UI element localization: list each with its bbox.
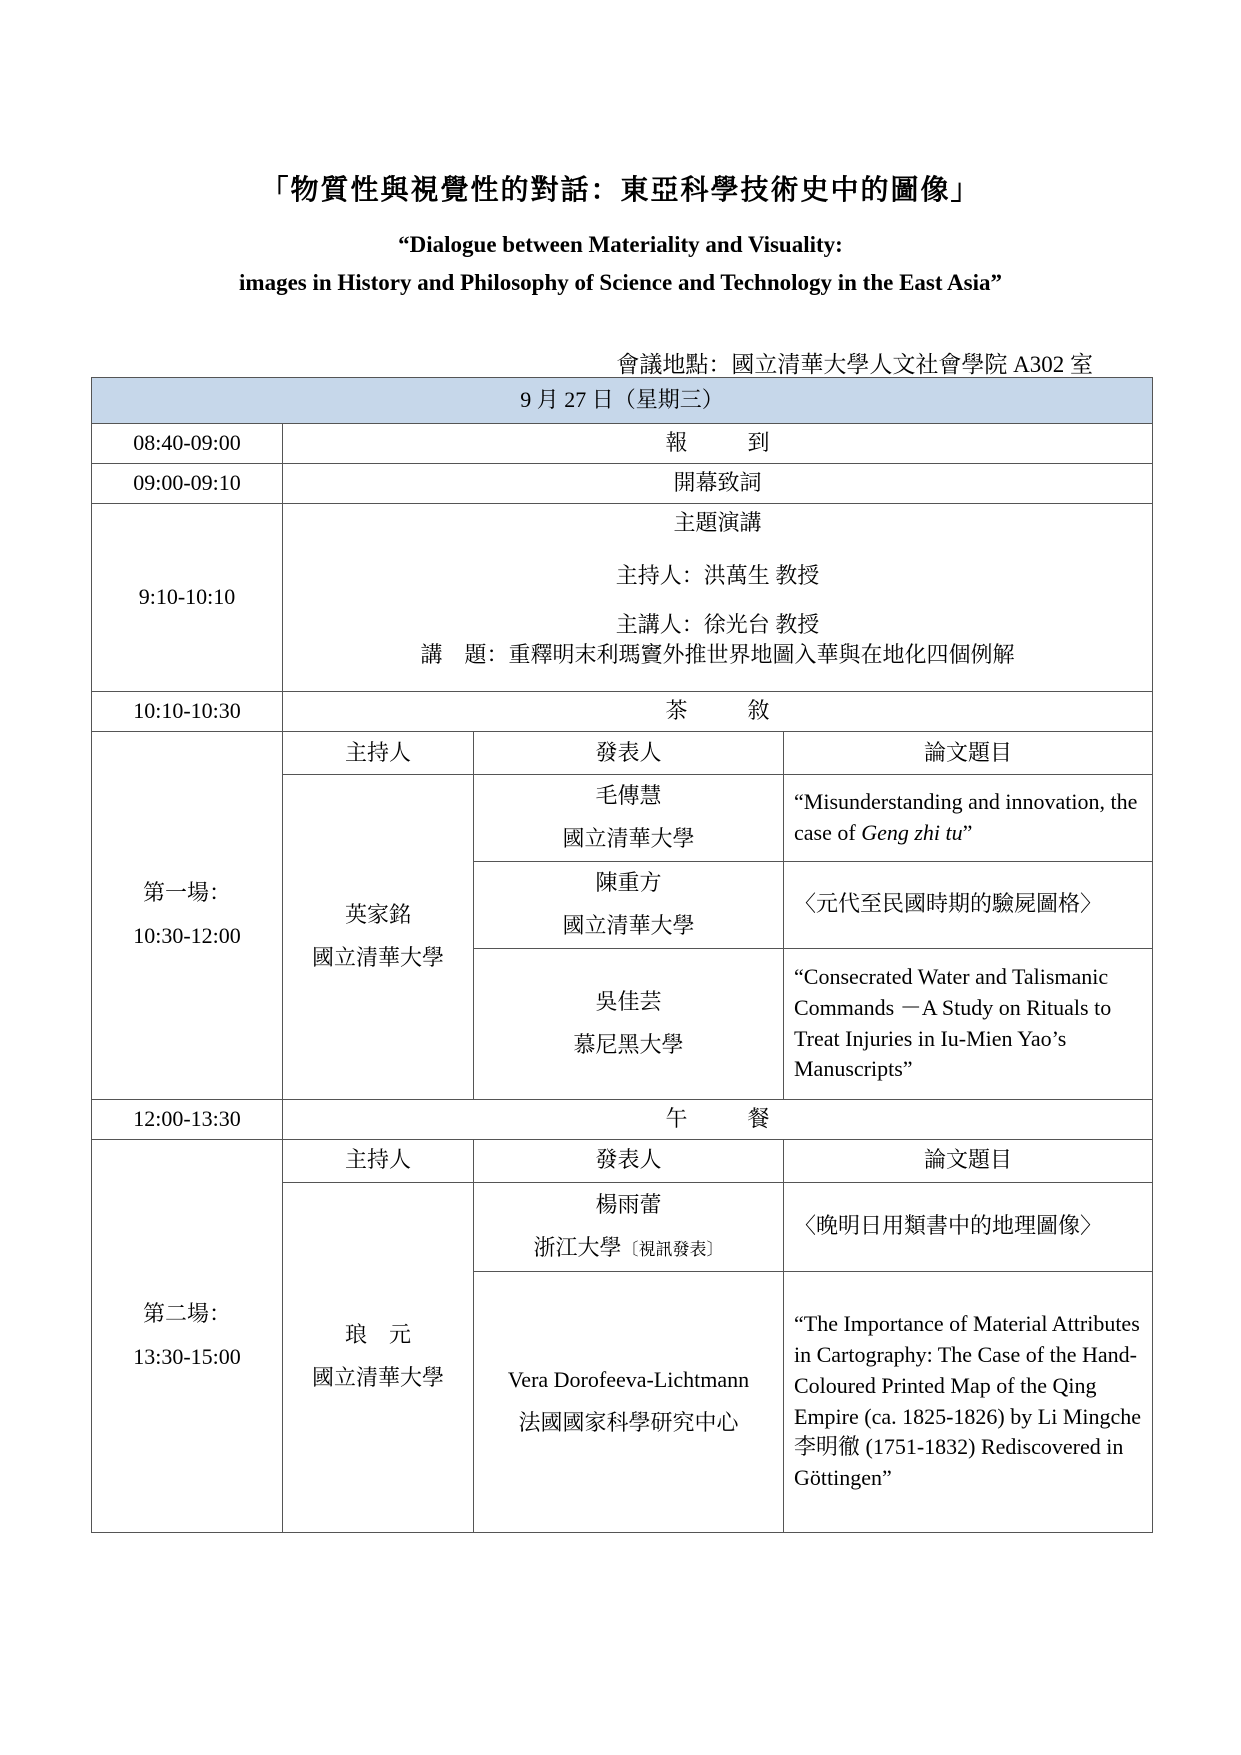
- conference-title-en-line1: “Dialogue between Materiality and Visuality:: [398, 232, 843, 257]
- session1-header-row: [92, 732, 1153, 775]
- session2-paper-header: 論文題目: [784, 1139, 1153, 1182]
- session2-presenter-header: 發表人: [474, 1139, 784, 1182]
- session2-label: [92, 1139, 283, 1532]
- session2-presenter-1: [474, 1182, 784, 1271]
- paper-title-italic: Geng zhi tu: [861, 819, 963, 845]
- tea-row: [92, 692, 1153, 732]
- tea-time: 10:10-10:30: [92, 692, 283, 732]
- lunch-row: [92, 1099, 1153, 1139]
- session2-host: [283, 1182, 474, 1532]
- session1-paper-3-title: “Consecrated Water and Talismanic Commands －A Study on Rituals to Treat Injuries in Iu-Mien Yao’s Manuscripts”: [784, 948, 1153, 1099]
- session2-header-row: [92, 1139, 1153, 1182]
- session1-paper-1-title: [784, 775, 1153, 862]
- schedule-table: [91, 377, 1153, 1533]
- paper-title-part: “Misunderstanding and innovation, the case of: [794, 789, 1138, 845]
- session2-host-header: 主持人: [283, 1139, 474, 1182]
- session2-paper-1-title: 〈晚明日用類書中的地理圖像〉: [784, 1182, 1153, 1271]
- lunch-label: 午餐: [283, 1099, 1153, 1139]
- day-label: 9 月 27 日（星期三）: [92, 378, 1153, 424]
- session1-name: 第一場：: [142, 880, 231, 906]
- conference-title-zh: 「物質性與視覺性的對話：東亞科學技術史中的圖像」: [260, 175, 981, 206]
- presenter-affil: 國立清華大學: [562, 825, 695, 851]
- keynote-label: 主題演講: [673, 510, 762, 535]
- keynote-row: [92, 504, 1153, 692]
- presenter-name: 吳佳芸: [595, 988, 662, 1014]
- session1-host-name: 英家銘: [344, 901, 411, 927]
- lunch-time: 12:00-13:30: [92, 1099, 283, 1139]
- presenter-note: 〔視訊發表〕: [621, 1239, 724, 1259]
- registration-label: 報到: [283, 424, 1153, 464]
- conference-title-en-line2: images in History and Philosophy of Science and Technology in the East Asia”: [239, 270, 1002, 295]
- keynote-speaker: 主講人：徐光台 教授: [615, 611, 820, 637]
- opening-row: [92, 464, 1153, 504]
- day-header-row: [92, 378, 1153, 424]
- session2-name: 第二場：: [142, 1300, 231, 1326]
- tea-label: 茶敘: [283, 692, 1153, 732]
- session2-paper-2-title: “The Importance of Material Attributes in Cartography: The Case of the Hand-Coloured Printed Map of the Qing Empire (ca. 1825-1826) by Li Mingche 李明徹 (1751-1832) Rediscovered in Göttingen”: [784, 1271, 1153, 1532]
- session1-presenter-3: [474, 948, 784, 1099]
- presenter-affil: 浙江大學: [533, 1234, 622, 1260]
- session1-paper-2-title: 〈元代至民國時期的驗屍圖格〉: [784, 861, 1153, 948]
- paper-title-part: ”: [962, 819, 973, 845]
- keynote-topic: 講 題：重釋明末利瑪竇外推世界地圖入華與在地化四個例解: [420, 642, 1015, 668]
- keynote-host: 主持人：洪萬生 教授: [615, 562, 820, 588]
- presenter-affil: 慕尼黑大學: [573, 1031, 684, 1057]
- session2-time: 13:30-15:00: [133, 1343, 241, 1369]
- session1-presenter-header: 發表人: [474, 732, 784, 775]
- session1-host: [283, 775, 474, 1100]
- opening-time: 09:00-09:10: [92, 464, 283, 504]
- registration-time: 08:40-09:00: [92, 424, 283, 464]
- keynote-time: 9:10-10:10: [92, 504, 283, 692]
- session2-presenter-2: [474, 1271, 784, 1532]
- venue-line: 會議地點：國立清華大學人文社會學院 A302 室: [616, 352, 1093, 377]
- session2-host-name: 琅 元: [344, 1322, 411, 1348]
- session1-paper-header: 論文題目: [784, 732, 1153, 775]
- presenter-name: 陳重方: [595, 869, 662, 895]
- presenter-affil: 國立清華大學: [562, 912, 695, 938]
- session1-presenter-1: [474, 775, 784, 862]
- keynote-cell: [283, 504, 1153, 692]
- session1-host-affil: 國立清華大學: [311, 944, 444, 970]
- presenter-name: 毛傳慧: [595, 783, 662, 808]
- session1-presenter-2: [474, 861, 784, 948]
- presenter-name: Vera Dorofeeva-Lichtmann: [507, 1366, 750, 1392]
- session1-label: [92, 732, 283, 1100]
- session1-host-header: 主持人: [283, 732, 474, 775]
- registration-row: [92, 424, 1153, 464]
- presenter-affil-line: [474, 1227, 783, 1270]
- presenter-name: 楊雨蕾: [595, 1191, 662, 1217]
- session2-host-affil: 國立清華大學: [311, 1365, 444, 1391]
- presenter-affil: 法國國家科學研究中心: [518, 1409, 739, 1435]
- opening-label: 開幕致詞: [283, 464, 1153, 504]
- session1-time: 10:30-12:00: [133, 923, 241, 949]
